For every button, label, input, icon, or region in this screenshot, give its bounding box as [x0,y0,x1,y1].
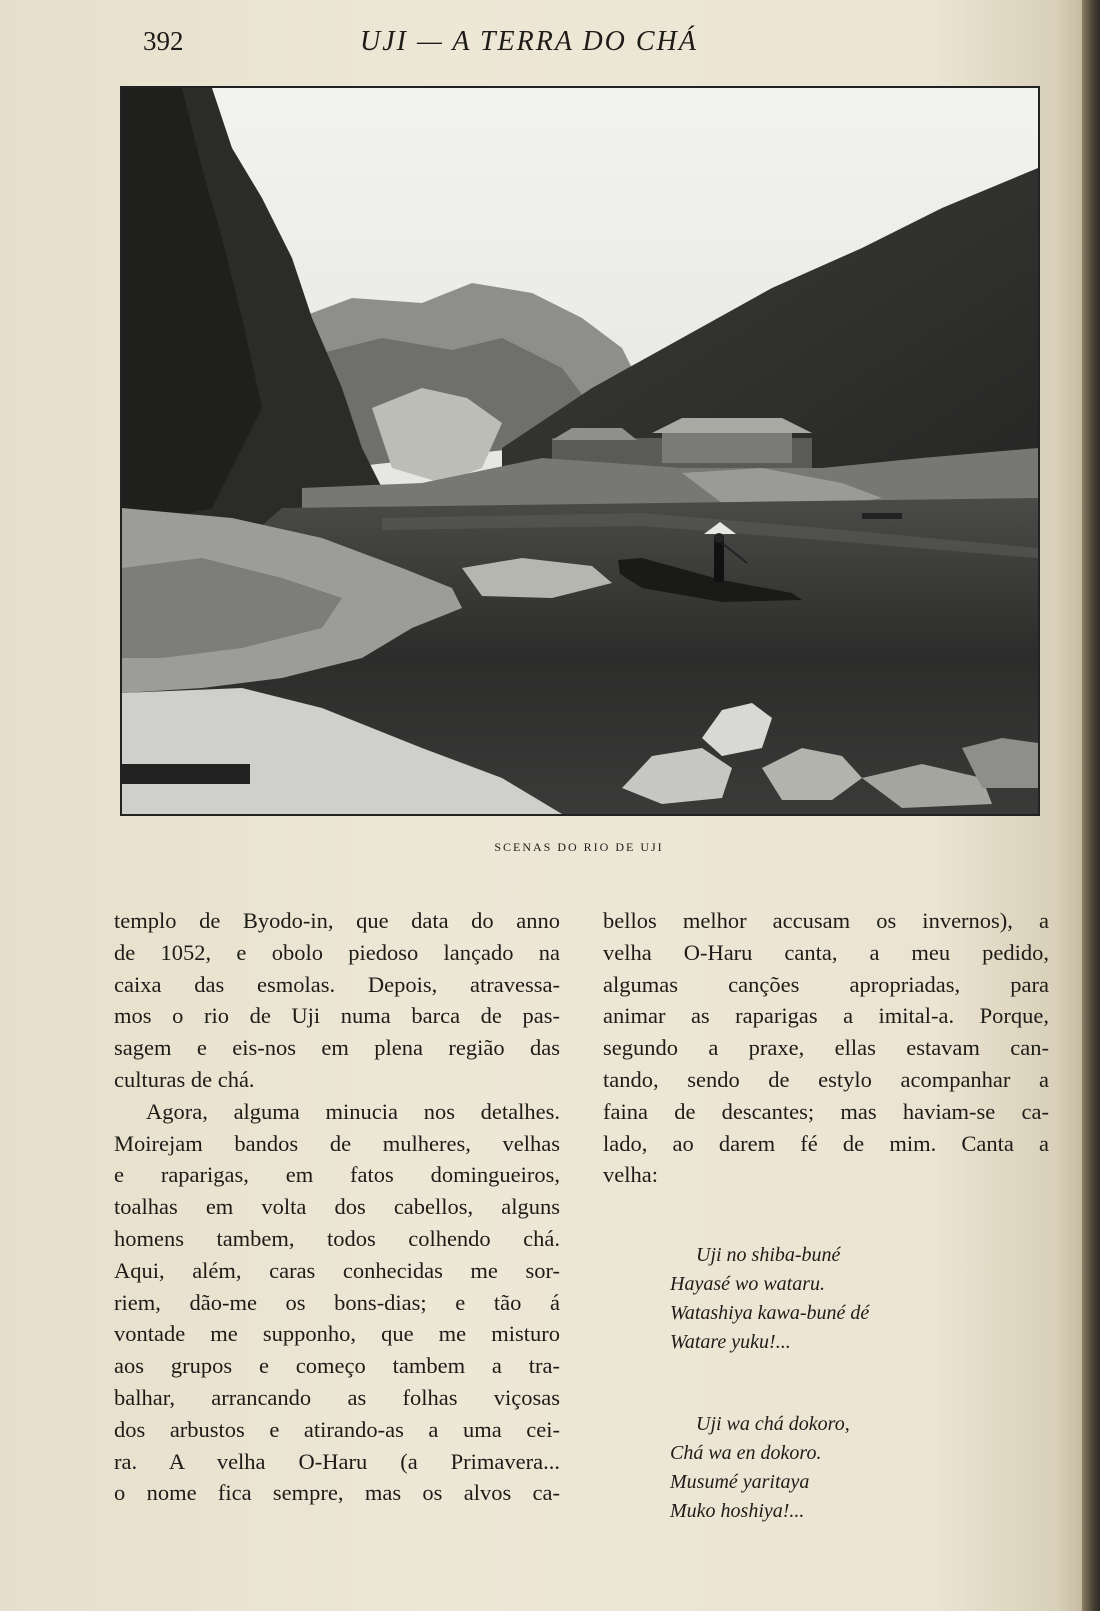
verse-line: Uji no shiba-buné [696,1244,841,1266]
text-line: Aqui, além, caras conhecidas me sor- [114,1257,560,1283]
verse-line: Musumé yaritaya [670,1471,810,1493]
text-line: caixa das esmolas. Depois, atravessa- [114,971,560,997]
river-scene-illustration [122,88,1038,814]
verse-line: Watashiya kawa-buné dé [670,1302,870,1324]
text-line: aos grupos e começo tambem a tra- [114,1353,560,1379]
text-line: segundo a praxe, ellas estavam can- [603,1035,1049,1061]
text-line: vontade me supponho, que me misturo [114,1321,560,1347]
text-line: tando, sendo de estylo acompanhar a [603,1066,1049,1092]
page-edge-shadow [1082,0,1100,1611]
text-line: de 1052, e obolo piedoso lançado na [114,939,560,965]
running-title: UJI — A TERRA DO CHÁ [360,26,698,57]
text-line: toalhas em volta dos cabellos, alguns [114,1194,560,1220]
page-header [0,22,1060,62]
verse-line: Watare yuku!... [670,1331,791,1353]
page-number: 392 [143,26,184,56]
text-line: o nome fica sempre, mas os alvos ca- [114,1480,560,1506]
text-line: velha: [603,1162,658,1188]
text-line: ra. A velha O-Haru (a Primavera... [114,1448,560,1474]
verse-stanza-1 [670,1241,1010,1357]
verse-stanza-2 [670,1410,1010,1526]
text-line: culturas de chá. [114,1066,255,1092]
text-line: riem, dão-me os bons-dias; e tão á [114,1289,560,1315]
text-line: sagem e eis-nos em plena região das [114,1035,560,1061]
verse-line: Muko hoshiya!... [670,1500,805,1522]
text-line: lado, ao darem fé de mim. Canta a [603,1130,1049,1156]
text-line: faina de descantes; mas haviam-se ca- [603,1098,1049,1124]
verse-line: Uji wa chá dokoro, [696,1413,850,1435]
text-line: velha O-Haru canta, a meu pedido, [603,939,1049,965]
text-line: Moirejam bandos de mulheres, velhas [114,1130,560,1156]
text-line: templo de Byodo-in, que data do anno [114,908,560,933]
text-line: e raparigas, em fatos domingueiros, [114,1162,560,1188]
text-line: bellos melhor accusam os invernos), a [603,908,1049,933]
verse-line: Chá wa en dokoro. [670,1442,822,1464]
text-line: Agora, alguma minucia nos detalhes. [146,1098,560,1124]
text-line: animar as raparigas a imital-a. Porque, [603,1003,1049,1029]
text-line: balhar, arrancando as folhas viçosas [114,1384,560,1410]
text-line: homens tambem, todos colhendo chá. [114,1225,560,1251]
river-photograph [120,86,1040,816]
text-line: algumas canções apropriadas, para [603,971,1049,997]
right-text-column [603,905,1049,1191]
text-line: mos o rio de Uji numa barca de pas- [114,1003,560,1029]
text-line: dos arbustos e atirando-as a uma cei- [114,1416,560,1442]
figure-caption: SCENAS DO RIO DE UJI [494,840,664,854]
left-text-column [114,905,560,1509]
verse-line: Hayasé wo wataru. [670,1273,825,1295]
